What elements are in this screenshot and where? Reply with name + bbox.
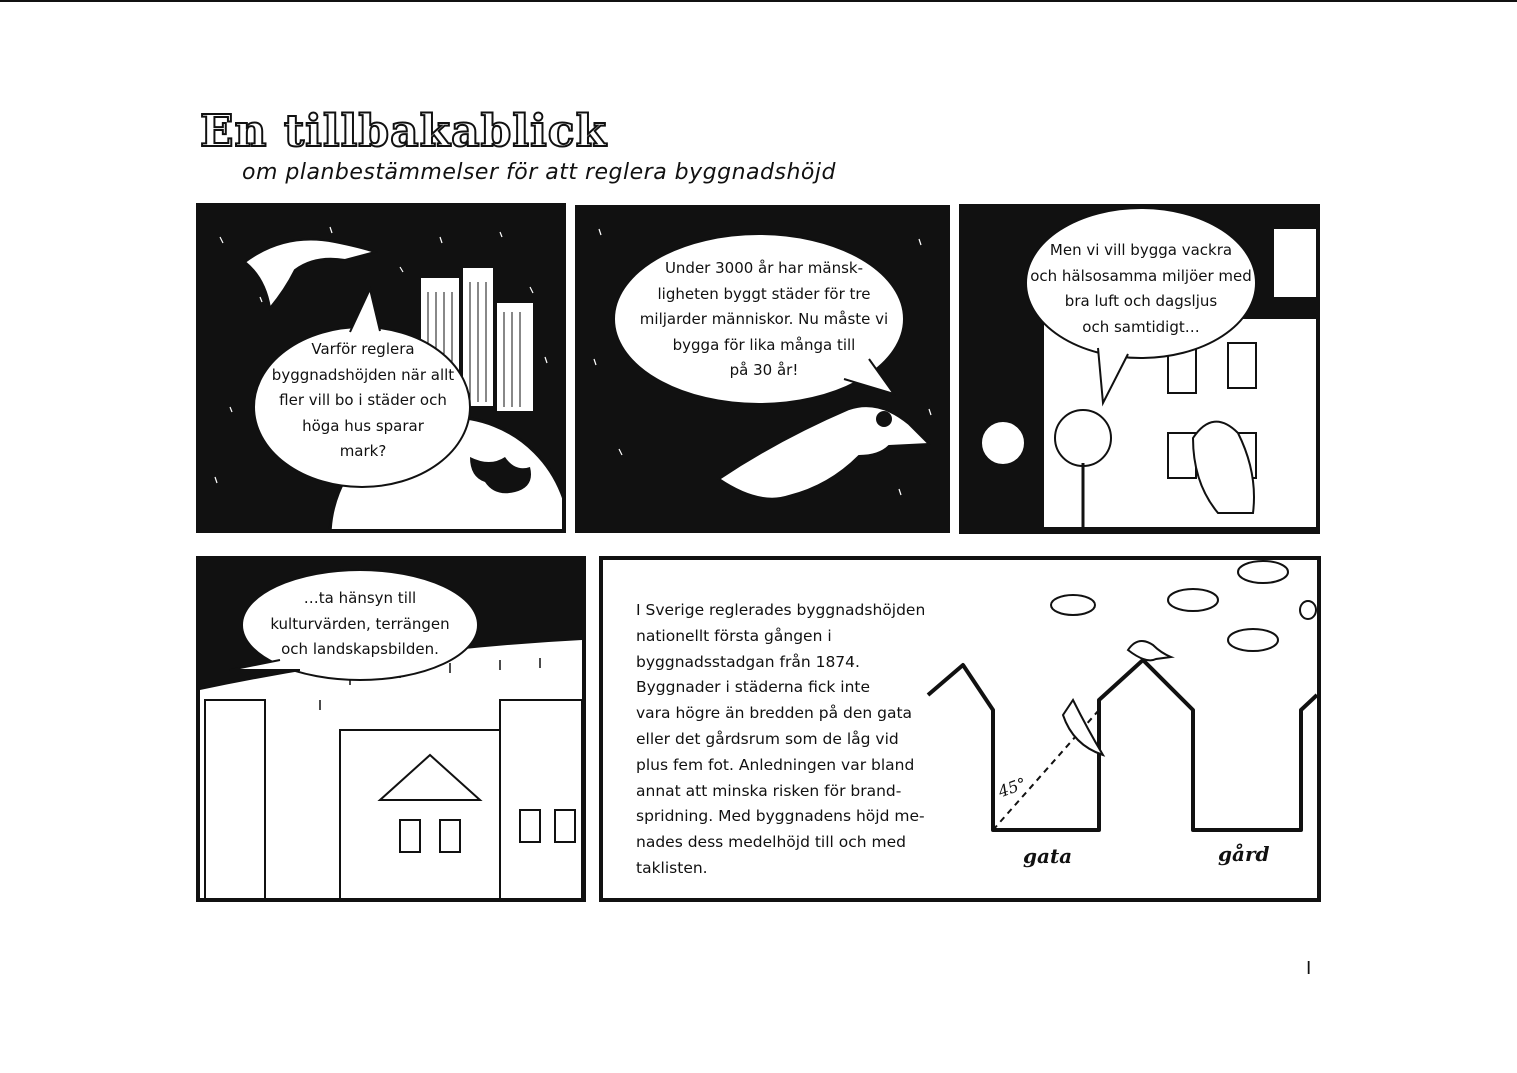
speech-bubble-1: Varför reglera byggnadshöjden när allt fler vill bo i städer och höga hus sparar mark? (271, 340, 455, 460)
page-number: I (1306, 958, 1312, 979)
comic-panel-4 (196, 556, 586, 902)
page-subtitle: om planbestämmelser för att reglera byggnadshöjd (242, 160, 836, 185)
label-gard: gård (1218, 842, 1270, 866)
comic-panel-1 (196, 203, 566, 533)
speech-bubble-2: Under 3000 år har mänsk- ligheten byggt städer för tre miljarder människor. Nu måste vi bygga för lika många till på 30 år! (639, 259, 889, 379)
page-title: En tillbakablick (200, 106, 608, 157)
angle-label: 45° (995, 773, 1029, 802)
comic-panel-2 (575, 205, 950, 533)
title-block (196, 100, 896, 195)
comic-panel-3 (959, 204, 1320, 534)
speech-bubble-3: Men vi vill bygga vackra och hälsosamma miljöer med bra luft och dagsljus och samtidigt… (1030, 241, 1252, 336)
history-paragraph: I Sverige reglerades byggnadshöjden nationellt första gången i byggnadsstadgan från 1874. Byggnader i städerna fick inte vara högre än bredden på den gata eller det gårdsrum som de låg vid plus fem fot. Anledningen var bland annat att minska risken för brand- spridning. Med byggnadens höjd me- nades dess medelhöjd till och med taklisten. (636, 601, 926, 877)
comic-panel-5 (599, 556, 1321, 902)
label-gata: gata (1023, 844, 1073, 868)
top-border-line (0, 0, 1517, 2)
speech-bubble-4: …ta hänsyn till kulturvärden, terrängen och landskapsbilden. (270, 589, 450, 658)
